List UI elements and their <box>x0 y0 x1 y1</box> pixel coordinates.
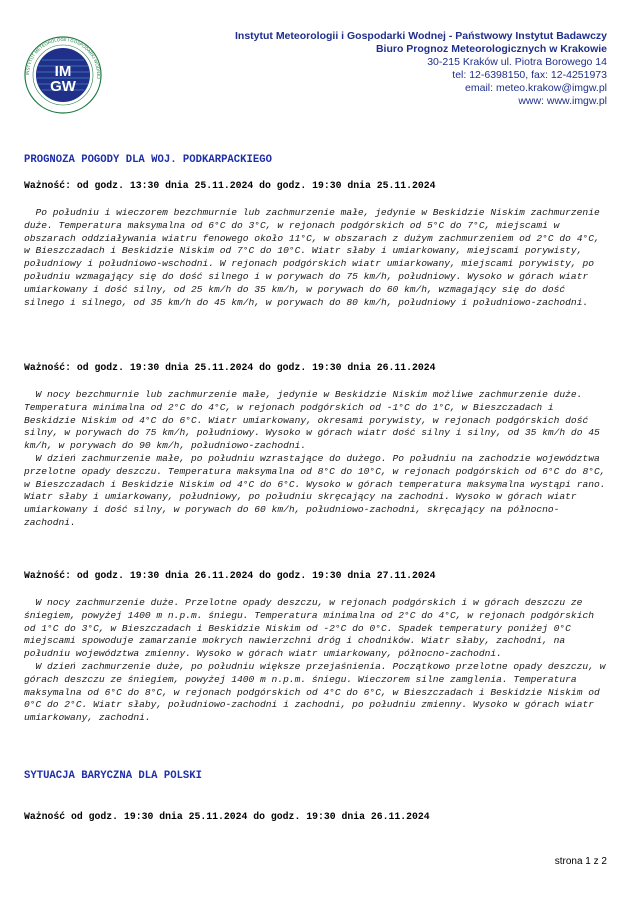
institute-name: Instytut Meteorologii i Gospodarki Wodnej - Państwowy Instytut Badawczy <box>234 30 607 42</box>
synoptic-title: SYTUACJA BARYCZNA DLA POLSKI <box>24 770 203 782</box>
paragraph: W nocy zachmurzenie duże. Przelotne opady deszczu, w rejonach podgórskich i w górach deszczu ze śniegiem, powyżej 1400 m n.p.m. śniegu. Temperatura minimalna od 2°C do 4°C, w rejonach podgórskich od 1°C do 3°C, w Bieszczadach i Beskidzie Niskim od -2°C do 0°C. Spadek temperatury poniżej 0°C miejscami spowoduje zamarzanie mokrych nawierzchni dróg i chodników. Wiatr słaby, zachodni, na południu województwa zmienny. Wysoko w górach wiatr umiarkowany, północno-zachodni. <box>24 597 594 660</box>
imgw-logo <box>24 36 102 114</box>
bureau-name: Biuro Prognoz Meteorologicznych w Krakowie <box>375 43 607 55</box>
www-link[interactable]: www: www.imgw.pl <box>518 95 607 107</box>
page-number: strona 1 z 2 <box>554 856 607 867</box>
phone: tel: 12-6398150, fax: 12-4251973 <box>452 69 607 81</box>
institution-header <box>235 30 607 108</box>
forecast-text-1 <box>24 207 609 309</box>
email-link[interactable]: email: meteo.krakow@imgw.pl <box>465 82 607 94</box>
forecast-title: PROGNOZA POGODY DLA WOJ. PODKARPACKIEGO <box>24 154 272 166</box>
forecast-text-3 <box>24 597 609 725</box>
logo-text-gw: GW <box>50 78 76 95</box>
validity-period-2: Ważność: od godz. 19:30 dnia 25.11.2024 do godz. 19:30 dnia 26.11.2024 <box>24 362 436 373</box>
validity-period-1: Ważność: od godz. 13:30 dnia 25.11.2024 do godz. 19:30 dnia 25.11.2024 <box>24 180 436 191</box>
validity-period-3: Ważność: od godz. 19:30 dnia 26.11.2024 do godz. 19:30 dnia 27.11.2024 <box>24 570 436 581</box>
logo-ring-text: INSTYTUT METEOROLOGII I GOSPODARKI WODNEJ <box>24 36 102 79</box>
paragraph: W dzień zachmurzenie małe, po południu wzrastające do dużego. Po południu na zachodzie województwa przelotne opady deszczu. Temperatura maksymalna od 8°C do 10°C, w rejonach podgórskich od 6°C do 8°C, w Bieszczadach i Beskidzie Niskim od 4°C do 6°C. Wysoko w górach temperatura maksymalna wystąpi rano. Wiatr słaby i umiarkowany, południowy, po południu skręcający na zachodni. Wysoko w górach wiatr umiarkowany i dość silny, w porywach do 60 km/h, południowo-zachodni, skręcający na północno-zachodni. <box>24 452 606 528</box>
paragraph: W nocy bezchmurnie lub zachmurzenie małe, jedynie w Beskidzie Niskim możliwe zachmurzenie duże. Temperatura minimalna od 2°C do 4°C, w rejonach podgórskich od -1°C do 1°C, w Bieszczadach i Beskidzie Niskim od 4°C do 6°C. Wiatr umiarkowany, okresami porywisty, w rejonach podgórskich dość silny, w porywach do 75 km/h, południowy. Wysoko w górach wiatr dość silny i silny, od 35 km/h do 45 km/h, w porywach do 90 km/h, południowo-zachodni. <box>24 389 600 452</box>
imgw-logo-icon <box>24 36 102 114</box>
logo-text-im: IM <box>54 63 72 80</box>
forecast-text-2 <box>24 389 609 530</box>
paragraph: W dzień zachmurzenie duże, po południu większe przejaśnienia. Początkowo przelotne opady deszczu, w górach deszczu ze śniegiem, powyżej 1400 m n.p.m. śniegu. Wieczorem silne zamglenia. Temperatura maksymalna od 6°C do 8°C, w rejonach podgórskich od 4°C do 6°C, w Bieszczadach i Beskidzie Niskim od 0°C do 2°C. Wiatr słaby, południowo-zachodni i zachodni, po południu zmienny. Wysoko w górach wiatr umiarkowany, zachodni. <box>24 660 606 724</box>
paragraph: Po południu i wieczorem bezchmurnie lub zachmurzenie małe, jedynie w Beskidzie Niskim zachmurzenie duże. Temperatura maksymalna od 6°C do 3°C, w rejonach podgórskich od 5°C do 7°C, miejscami w obszarach oddziaływania wiatru fenowego około 11°C, w obszarach z dużym zachmurzeniem od 2°C do 4°C, w Bieszczadach i Beskidzie Niskim od 7°C do 10°C. Wiatr słaby i umiarkowany, miejscami porywisty, południowy i południowo-wschodni. W rejonach podgórskich wiatr umiarkowany, miejscami porywisty, po południu wzmagający się do dość silnego i w porywach do 75 km/h, południowy. Wysoko w górach wiatr umiarkowany i dość silny, od 25 km/h do 35 km/h, w porywach do 60 km/h, wzmagający się do dość silnego i silnego, od 35 km/h do 45 km/h, w porywach do 80 km/h, południowy i południowo-zachodni. <box>24 207 600 308</box>
synoptic-validity: Ważność od godz. 19:30 dnia 25.11.2024 do godz. 19:30 dnia 26.11.2024 <box>24 811 430 822</box>
address: 30-215 Kraków ul. Piotra Borowego 14 <box>427 56 607 68</box>
